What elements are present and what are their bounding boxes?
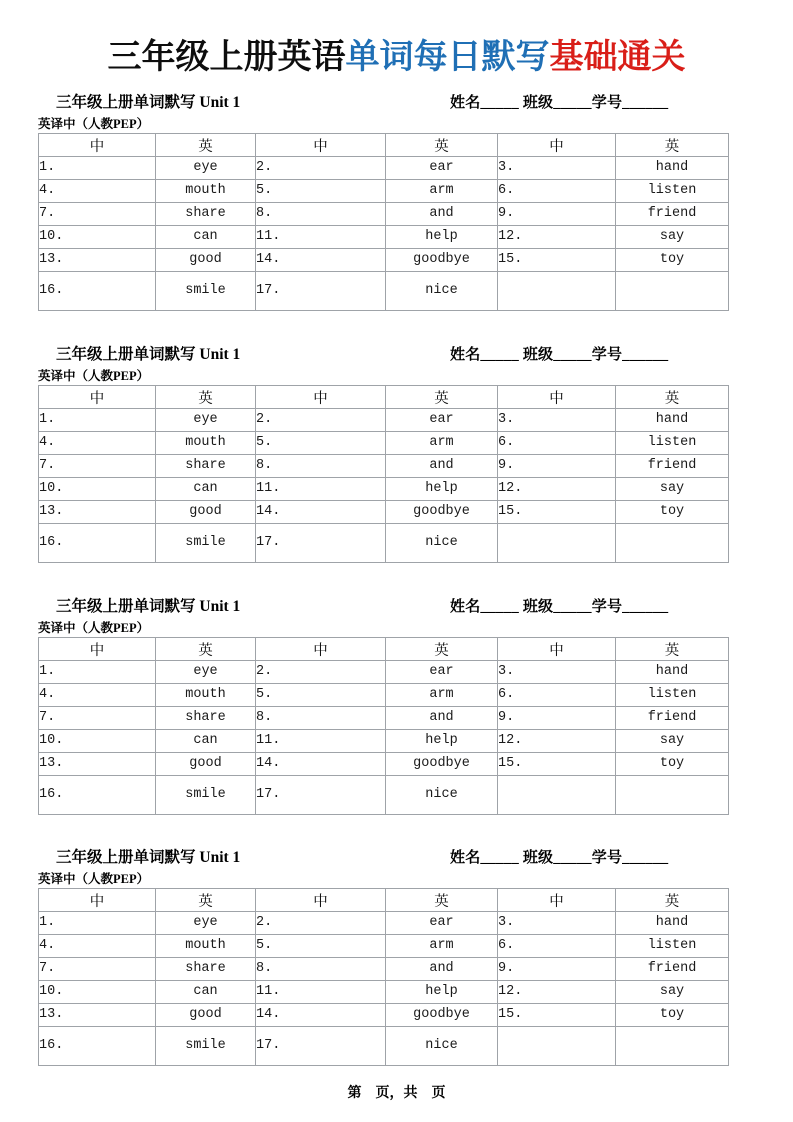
table-row — [39, 776, 729, 815]
english-word-cell — [616, 1027, 729, 1066]
english-word-cell: hand — [616, 912, 729, 935]
title-part-black: 三年级上册英语 — [107, 39, 346, 76]
column-header-1: 中 — [39, 386, 156, 409]
table-row — [39, 157, 729, 180]
english-word-cell: and — [386, 958, 498, 981]
answer-cell[interactable]: 5. — [256, 935, 386, 958]
answer-cell[interactable]: 14. — [256, 1004, 386, 1027]
answer-cell[interactable]: 3. — [498, 912, 616, 935]
answer-cell[interactable]: 1. — [39, 912, 156, 935]
answer-cell[interactable]: 2. — [256, 912, 386, 935]
english-word-cell: goodbye — [386, 249, 498, 272]
english-word-cell: ear — [386, 157, 498, 180]
column-header-3: 中 — [256, 386, 386, 409]
answer-cell[interactable]: 5. — [256, 684, 386, 707]
english-word-cell: ear — [386, 912, 498, 935]
answer-cell[interactable]: 16. — [39, 272, 156, 311]
english-word-cell: and — [386, 455, 498, 478]
english-word-cell: goodbye — [386, 1004, 498, 1027]
english-word-cell: toy — [616, 753, 729, 776]
english-word-cell: help — [386, 730, 498, 753]
word-list-table — [38, 637, 729, 815]
answer-cell[interactable]: 14. — [256, 501, 386, 524]
block-subtitle: 三年级上册单词默写 Unit 1 — [56, 346, 241, 363]
english-word-cell: share — [156, 958, 256, 981]
column-header-4: 英 — [386, 386, 498, 409]
block-subtitle: 三年级上册单词默写 Unit 1 — [56, 598, 241, 615]
english-word-cell: friend — [616, 958, 729, 981]
english-word-cell: say — [616, 981, 729, 1004]
worksheet-block-2 — [0, 344, 793, 563]
english-word-cell: nice — [386, 1027, 498, 1066]
table-row — [39, 180, 729, 203]
answer-cell[interactable]: 13. — [39, 249, 156, 272]
english-word-cell: goodbye — [386, 753, 498, 776]
english-word-cell: share — [156, 203, 256, 226]
table-row — [39, 1004, 729, 1027]
answer-cell[interactable]: 17. — [256, 1027, 386, 1066]
english-word-cell: listen — [616, 684, 729, 707]
english-word-cell: toy — [616, 501, 729, 524]
answer-cell[interactable] — [498, 776, 616, 815]
table-header-row — [39, 889, 729, 912]
answer-cell[interactable]: 7. — [39, 958, 156, 981]
english-word-cell: toy — [616, 1004, 729, 1027]
english-word-cell: can — [156, 478, 256, 501]
section-label: 英译中（人教PEP） — [38, 117, 150, 131]
table-row — [39, 409, 729, 432]
column-header-3: 中 — [256, 134, 386, 157]
table-row — [39, 753, 729, 776]
column-header-6: 英 — [616, 638, 729, 661]
answer-cell[interactable]: 8. — [256, 203, 386, 226]
english-word-cell: arm — [386, 684, 498, 707]
table-row — [39, 958, 729, 981]
english-word-cell: eye — [156, 157, 256, 180]
english-word-cell — [616, 272, 729, 311]
column-header-4: 英 — [386, 889, 498, 912]
column-header-6: 英 — [616, 134, 729, 157]
english-word-cell: nice — [386, 776, 498, 815]
answer-cell[interactable]: 7. — [39, 203, 156, 226]
column-header-3: 中 — [256, 889, 386, 912]
english-word-cell: help — [386, 981, 498, 1004]
answer-cell[interactable]: 2. — [256, 409, 386, 432]
english-word-cell: eye — [156, 912, 256, 935]
english-word-cell: nice — [386, 524, 498, 563]
answer-cell[interactable]: 4. — [39, 432, 156, 455]
english-word-cell: help — [386, 226, 498, 249]
answer-cell[interactable]: 11. — [256, 730, 386, 753]
answer-cell[interactable]: 16. — [39, 776, 156, 815]
table-row — [39, 684, 729, 707]
table-row — [39, 661, 729, 684]
english-word-cell: help — [386, 478, 498, 501]
english-word-cell: smile — [156, 272, 256, 311]
table-header-row — [39, 386, 729, 409]
english-word-cell: smile — [156, 524, 256, 563]
answer-cell[interactable] — [498, 524, 616, 563]
answer-cell[interactable]: 10. — [39, 478, 156, 501]
answer-cell[interactable]: 10. — [39, 730, 156, 753]
english-word-cell: eye — [156, 661, 256, 684]
english-word-cell: hand — [616, 409, 729, 432]
table-row — [39, 524, 729, 563]
column-header-6: 英 — [616, 889, 729, 912]
page-footer: 第 页，共 页 — [347, 1086, 446, 1101]
section-label: 英译中（人教PEP） — [38, 621, 150, 635]
student-info-fields[interactable]: 姓名_____ 班级_____学号______ — [450, 95, 669, 111]
answer-cell[interactable]: 4. — [39, 935, 156, 958]
column-header-4: 英 — [386, 134, 498, 157]
table-row — [39, 501, 729, 524]
english-word-cell: say — [616, 226, 729, 249]
table-row — [39, 432, 729, 455]
english-word-cell — [616, 776, 729, 815]
answer-cell[interactable]: 1. — [39, 157, 156, 180]
english-word-cell: eye — [156, 409, 256, 432]
answer-cell[interactable]: 6. — [498, 180, 616, 203]
answer-cell[interactable] — [498, 272, 616, 311]
english-word-cell: smile — [156, 776, 256, 815]
student-info-fields[interactable]: 姓名_____ 班级_____学号______ — [450, 347, 669, 363]
answer-cell[interactable]: 12. — [498, 730, 616, 753]
answer-cell[interactable]: 12. — [498, 226, 616, 249]
answer-cell[interactable]: 7. — [39, 455, 156, 478]
answer-cell[interactable]: 11. — [256, 226, 386, 249]
table-row — [39, 478, 729, 501]
table-row — [39, 249, 729, 272]
english-word-cell: good — [156, 501, 256, 524]
column-header-5: 中 — [498, 638, 616, 661]
column-header-1: 中 — [39, 134, 156, 157]
answer-cell[interactable]: 5. — [256, 432, 386, 455]
english-word-cell: mouth — [156, 180, 256, 203]
answer-cell[interactable]: 16. — [39, 524, 156, 563]
block-header — [38, 596, 755, 620]
english-word-cell: can — [156, 730, 256, 753]
english-word-cell: and — [386, 707, 498, 730]
student-info-fields[interactable]: 姓名_____ 班级_____学号______ — [450, 850, 669, 866]
english-word-cell: can — [156, 226, 256, 249]
table-header-row — [39, 638, 729, 661]
column-header-5: 中 — [498, 889, 616, 912]
student-info-fields[interactable]: 姓名_____ 班级_____学号______ — [450, 599, 669, 615]
block-header — [38, 344, 755, 368]
column-header-3: 中 — [256, 638, 386, 661]
english-word-cell: good — [156, 753, 256, 776]
answer-cell[interactable]: 11. — [256, 478, 386, 501]
column-header-2: 英 — [156, 386, 256, 409]
english-word-cell: listen — [616, 432, 729, 455]
english-word-cell: ear — [386, 409, 498, 432]
english-word-cell: and — [386, 203, 498, 226]
answer-cell[interactable]: 17. — [256, 272, 386, 311]
answer-cell[interactable]: 1. — [39, 409, 156, 432]
answer-cell[interactable]: 14. — [256, 753, 386, 776]
answer-cell[interactable]: 4. — [39, 684, 156, 707]
answer-cell[interactable]: 6. — [498, 432, 616, 455]
title-part-red: 基础通关 — [549, 39, 686, 76]
answer-cell[interactable]: 13. — [39, 501, 156, 524]
answer-cell[interactable]: 10. — [39, 981, 156, 1004]
answer-cell[interactable]: 10. — [39, 226, 156, 249]
column-header-5: 中 — [498, 134, 616, 157]
answer-cell[interactable]: 13. — [39, 1004, 156, 1027]
column-header-5: 中 — [498, 386, 616, 409]
column-header-1: 中 — [39, 638, 156, 661]
table-row — [39, 455, 729, 478]
answer-cell[interactable]: 13. — [39, 753, 156, 776]
english-word-cell: share — [156, 707, 256, 730]
english-word-cell: mouth — [156, 935, 256, 958]
column-header-6: 英 — [616, 386, 729, 409]
answer-cell[interactable]: 7. — [39, 707, 156, 730]
answer-cell[interactable]: 12. — [498, 478, 616, 501]
worksheet-block-3 — [0, 596, 793, 815]
english-word-cell: arm — [386, 180, 498, 203]
column-header-2: 英 — [156, 134, 256, 157]
block-subtitle: 三年级上册单词默写 Unit 1 — [56, 94, 241, 111]
answer-cell[interactable]: 1. — [39, 661, 156, 684]
english-word-cell: ear — [386, 661, 498, 684]
english-word-cell — [616, 524, 729, 563]
answer-cell[interactable]: 2. — [256, 157, 386, 180]
table-row — [39, 707, 729, 730]
table-row — [39, 272, 729, 311]
english-word-cell: mouth — [156, 432, 256, 455]
answer-cell[interactable]: 9. — [498, 707, 616, 730]
answer-cell[interactable]: 3. — [498, 409, 616, 432]
answer-cell[interactable]: 11. — [256, 981, 386, 1004]
answer-cell[interactable]: 17. — [256, 776, 386, 815]
answer-cell[interactable]: 15. — [498, 753, 616, 776]
title-part-blue: 单词每日默写 — [345, 39, 550, 76]
block-header — [38, 92, 755, 116]
answer-cell[interactable]: 5. — [256, 180, 386, 203]
table-row — [39, 935, 729, 958]
english-word-cell: can — [156, 981, 256, 1004]
answer-cell[interactable]: 6. — [498, 935, 616, 958]
page-title — [0, 36, 793, 80]
english-word-cell: smile — [156, 1027, 256, 1066]
english-word-cell: mouth — [156, 684, 256, 707]
answer-cell[interactable] — [498, 1027, 616, 1066]
answer-cell[interactable]: 8. — [256, 455, 386, 478]
english-word-cell: nice — [386, 272, 498, 311]
english-word-cell: say — [616, 730, 729, 753]
block-subtitle: 三年级上册单词默写 Unit 1 — [56, 849, 241, 866]
answer-cell[interactable]: 3. — [498, 157, 616, 180]
table-row — [39, 730, 729, 753]
word-list-table — [38, 888, 729, 1066]
english-word-cell: hand — [616, 661, 729, 684]
answer-cell[interactable]: 17. — [256, 524, 386, 563]
english-word-cell: hand — [616, 157, 729, 180]
section-label: 英译中（人教PEP） — [38, 369, 150, 383]
answer-cell[interactable]: 15. — [498, 249, 616, 272]
answer-cell[interactable]: 4. — [39, 180, 156, 203]
word-list-table — [38, 133, 729, 311]
column-header-2: 英 — [156, 638, 256, 661]
answer-cell[interactable]: 8. — [256, 958, 386, 981]
answer-cell[interactable]: 14. — [256, 249, 386, 272]
english-word-cell: friend — [616, 455, 729, 478]
answer-cell[interactable]: 9. — [498, 958, 616, 981]
english-word-cell: arm — [386, 432, 498, 455]
section-label: 英译中（人教PEP） — [38, 872, 150, 886]
english-word-cell: friend — [616, 203, 729, 226]
english-word-cell: goodbye — [386, 501, 498, 524]
word-list-table — [38, 385, 729, 563]
english-word-cell: arm — [386, 935, 498, 958]
english-word-cell: good — [156, 249, 256, 272]
english-word-cell: share — [156, 455, 256, 478]
english-word-cell: say — [616, 478, 729, 501]
english-word-cell: good — [156, 1004, 256, 1027]
table-row — [39, 203, 729, 226]
answer-cell[interactable]: 16. — [39, 1027, 156, 1066]
column-header-4: 英 — [386, 638, 498, 661]
answer-cell[interactable]: 15. — [498, 1004, 616, 1027]
answer-cell[interactable]: 6. — [498, 684, 616, 707]
worksheet-block-1 — [0, 92, 793, 311]
answer-cell[interactable]: 9. — [498, 203, 616, 226]
english-word-cell: listen — [616, 935, 729, 958]
answer-cell[interactable]: 9. — [498, 455, 616, 478]
answer-cell[interactable]: 8. — [256, 707, 386, 730]
english-word-cell: listen — [616, 180, 729, 203]
answer-cell[interactable]: 12. — [498, 981, 616, 1004]
worksheet-block-4 — [0, 847, 793, 1066]
block-header — [38, 847, 755, 871]
english-word-cell: toy — [616, 249, 729, 272]
column-header-2: 英 — [156, 889, 256, 912]
english-word-cell: friend — [616, 707, 729, 730]
answer-cell[interactable]: 15. — [498, 501, 616, 524]
answer-cell[interactable]: 2. — [256, 661, 386, 684]
table-row — [39, 1027, 729, 1066]
table-row — [39, 226, 729, 249]
table-row — [39, 912, 729, 935]
table-row — [39, 981, 729, 1004]
table-header-row — [39, 134, 729, 157]
column-header-1: 中 — [39, 889, 156, 912]
answer-cell[interactable]: 3. — [498, 661, 616, 684]
